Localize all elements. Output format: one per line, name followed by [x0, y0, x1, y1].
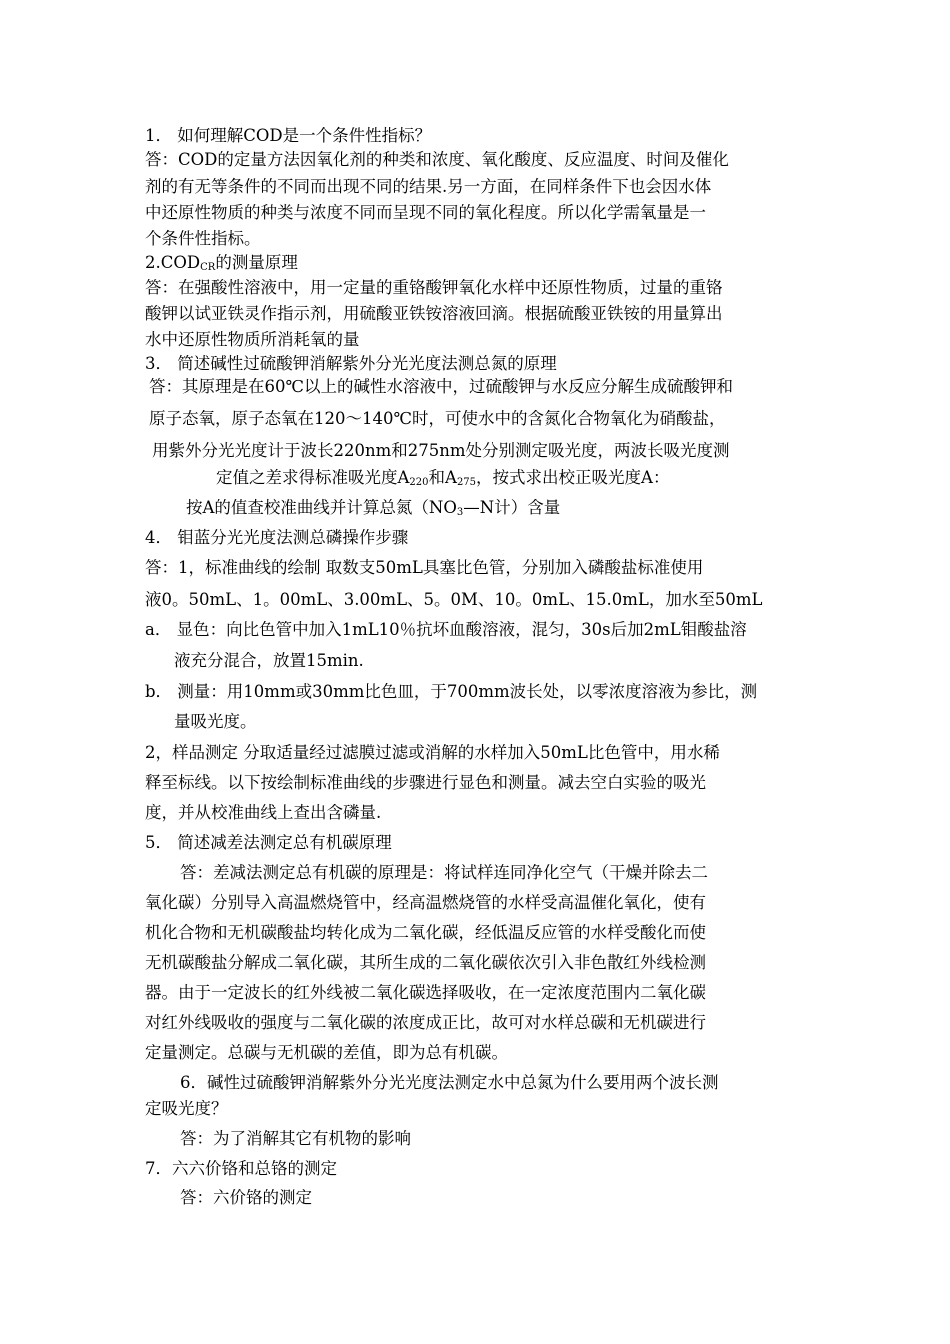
question-2 [145, 255, 298, 273]
answer-5-line-2: 氧化碳）分别导入高温燃烧管中，经高温燃烧管的水样受高温催化氧化，使有 [145, 893, 706, 912]
question-2-suffix: 的测量原理 [215, 253, 298, 272]
answer-2-line-2: 酸钾以试亚铁灵作指示剂，用硫酸亚铁铵溶液回滴。根据硫酸亚铁铵的用量算出 [145, 304, 723, 323]
answer-2-line-1: 答：在强酸性溶液中，用一定量的重铬酸钾氧化水样中还原性物质，过量的重铬 [145, 278, 723, 297]
step-b-line-1: b． 测量：用10mm或30mm比色皿，于700mm波长处，以零浓度溶液为参比，测 [145, 682, 758, 701]
answer-5-line-3: 机化合物和无机碳酸盐均转化成为二氧化碳，经低温反应管的水样受酸化而使 [145, 923, 706, 942]
answer-5-line-5: 器。由于一定波长的红外线被二氧化碳选择吸收，在一定浓度范围内二氧化碳 [145, 983, 706, 1002]
step-b-line-2: 量吸光度。 [174, 712, 257, 731]
answer-7: 答：六价铬的测定 [180, 1188, 312, 1207]
answer-5-line-7: 定量测定。总碳与无机碳的差值，即为总有机碳。 [145, 1043, 508, 1062]
answer-6: 答：为了消解其它有机物的影响 [180, 1129, 411, 1148]
answer-3-line-3: 用紫外分光光度计于波长220nm和275nm处分别测定吸光度，两波长吸光度测 [152, 441, 730, 460]
answer-3-line-2: 原子态氧，原子态氧在120～140℃时，可使水中的含氮化合物氧化为硝酸盐， [149, 409, 726, 428]
answer-5-line-4: 无机碳酸盐分解成二氧化碳，其所生成的二氧化碳依次引入非色散红外线检测 [145, 953, 706, 972]
answer-5-line-1: 答：差减法测定总有机碳的原理是：将试样连同净化空气（干燥并除去二 [180, 863, 708, 882]
answer-4-line-1: 答：1，标准曲线的绘制 取数支50mL具塞比色管，分别加入磷酸盐标准使用 [145, 558, 704, 577]
answer-4-sample-line-1: 2，样品测定 分取适量经过滤膜过滤或消解的水样加入50mL比色管中，用水稀 [145, 743, 720, 762]
question-6-line-2: 定吸光度？ [145, 1099, 228, 1118]
answer-2-line-3: 水中还原性物质所消耗氧的量 [145, 330, 360, 349]
answer-1-line-3: 中还原性物质的种类与浓度不同而呈现不同的氧化程度。所以化学需氧量是一 [145, 203, 706, 222]
answer-3-line-1: 答：其原理是在60℃以上的碱性水溶液中，过硫酸钾与水反应分解生成硫酸钾和 [149, 377, 733, 396]
answer-4-sample-line-2: 释至标线。以下按绘制标准曲线的步骤进行显色和测量。减去空白实验的吸光 [145, 773, 706, 792]
answer-4-line-2: 液0。50mL、1。00mL、3.00mL、5。0M、10。0mL、15.0mL，加水至50mL [145, 590, 763, 609]
step-a-line-1: a． 显色：向比色管中加入1mL10％抗坏血酸溶液，混匀，30s后加2mL钼酸盐溶 [145, 620, 747, 639]
answer-1-line-4: 个条件性指标。 [145, 229, 261, 248]
question-1: 1． 如何理解COD是一个条件性指标？ [145, 126, 432, 145]
answer-1-line-1: 答：COD的定量方法因氧化剂的种类和浓度、氧化酸度、反应温度、时间及催化 [145, 150, 729, 169]
question-2-subscript: CR [200, 262, 216, 273]
answer-3-line-4: 定值之差求得标准吸光度$A_{220}$和$A_{275}$，按式求出校正吸光度A： [216, 468, 670, 488]
step-a-line-2: 液充分混合，放置15min. [174, 651, 364, 670]
question-7: 7．六六价铬和总铬的测定 [145, 1159, 337, 1178]
question-6-line-1: 6．碱性过硫酸钾消解紫外分光光度法测定水中总氮为什么要用两个波长测 [180, 1073, 719, 1092]
answer-4-sample-line-3: 度，并从校准曲线上查出含磷量. [145, 803, 382, 822]
question-4: 4． 钼蓝分光光度法测总磷操作步骤 [145, 528, 409, 547]
answer-1-line-2: 剂的有无等条件的不同而出现不同的结果.另一方面，在同样条件下也会因水体 [145, 177, 712, 196]
question-2-prefix: 2.COD [145, 253, 201, 272]
answer-3-line-5: 按A的值查校准曲线并计算总氮（$NO_3—N$计）含量 [186, 498, 561, 518]
answer-5-line-6: 对红外线吸收的强度与二氧化碳的浓度成正比，故可对水样总碳和无机碳进行 [145, 1013, 706, 1032]
question-5: 5． 简述减差法测定总有机碳原理 [145, 833, 392, 852]
question-3: 3． 简述碱性过硫酸钾消解紫外分光光度法测总氮的原理 [145, 354, 557, 373]
